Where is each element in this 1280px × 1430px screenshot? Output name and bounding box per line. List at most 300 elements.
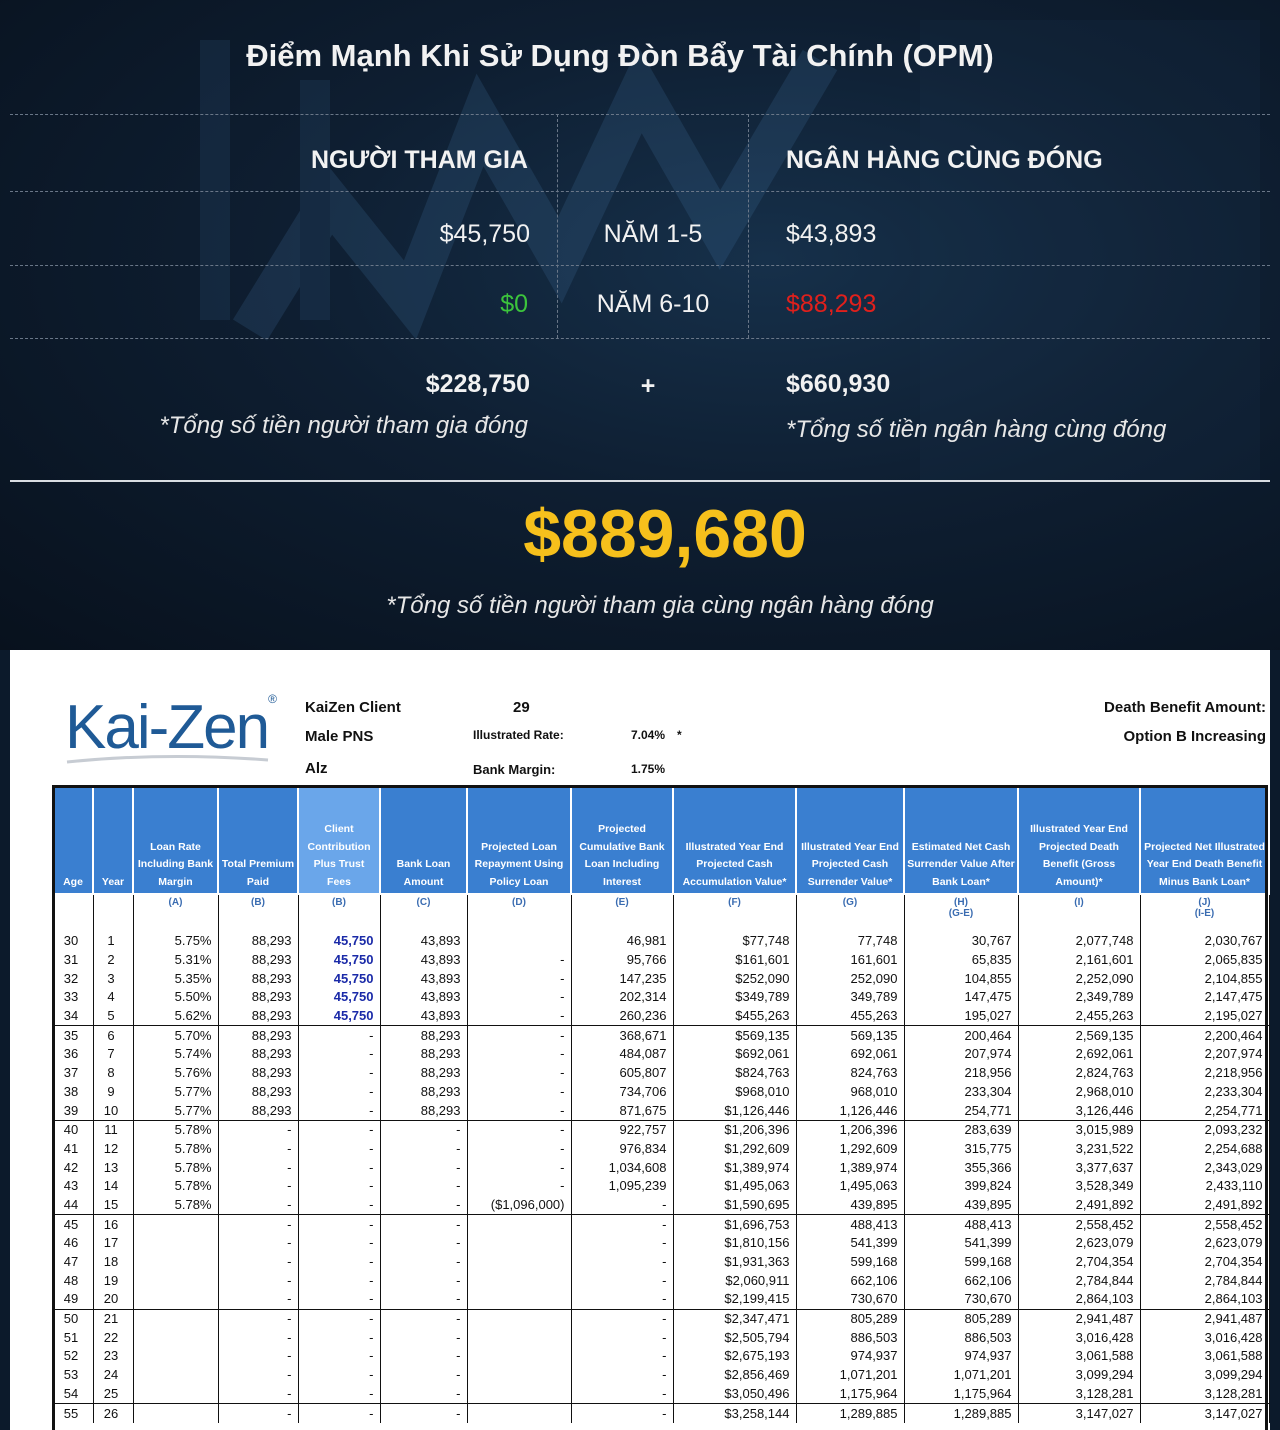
table-cell: 2,030,767 [1140, 932, 1269, 951]
table-cell [467, 932, 571, 951]
table-cell [133, 1347, 218, 1366]
divider [10, 338, 1270, 339]
table-cell: 77,748 [796, 932, 904, 951]
table-cell: 355,366 [904, 1158, 1018, 1177]
table-cell: 43,893 [380, 969, 467, 988]
table-cell [467, 1328, 571, 1347]
table-cell: 5.77% [133, 1083, 218, 1102]
table-cell: 2,968,010 [1018, 1083, 1140, 1102]
table-cell: $2,347,471 [673, 1309, 796, 1328]
table-cell: 88,293 [380, 1045, 467, 1064]
table-cell: 195,027 [904, 1007, 1018, 1026]
table-cell: $3,050,496 [673, 1385, 796, 1404]
table-cell: 730,670 [904, 1290, 1018, 1309]
table-cell: - [218, 1328, 298, 1347]
table-cell: 922,757 [571, 1120, 673, 1139]
table-cell: 21 [93, 1309, 133, 1328]
table-cell: 95,766 [571, 951, 673, 970]
plus-sign: + [640, 372, 656, 400]
table-cell: - [298, 1253, 380, 1272]
table-cell: $692,061 [673, 1045, 796, 1064]
table-cell [467, 1253, 571, 1272]
table-cell [467, 1234, 571, 1253]
table-cell: 161,601 [796, 951, 904, 970]
table-cell: 88,293 [218, 969, 298, 988]
table-cell: 7 [93, 1045, 133, 1064]
table-cell: - [380, 1234, 467, 1253]
table-cell: - [298, 1158, 380, 1177]
illustrated-rate-footnote-mark: * [677, 728, 682, 742]
table-cell: 2,233,304 [1140, 1083, 1269, 1102]
table-cell: 439,895 [904, 1196, 1018, 1215]
bank-margin-value: 1.75% [631, 762, 666, 776]
table-cell: 2,195,027 [1140, 1007, 1269, 1026]
table-cell: 47 [53, 1253, 93, 1272]
table-cell [133, 1215, 218, 1234]
table-cell [133, 1366, 218, 1385]
table-cell: 1,034,608 [571, 1158, 673, 1177]
table-cell: 599,168 [796, 1253, 904, 1272]
table-cell: - [467, 1083, 571, 1102]
table-cell: 734,706 [571, 1083, 673, 1102]
participant-years-1-5: $45,750 [439, 220, 530, 248]
table-cell: $252,090 [673, 969, 796, 988]
table-cell: - [218, 1404, 298, 1423]
client-age: 29 [513, 699, 530, 716]
participant-total-note: *Tổng số tiền người tham gia đóng [159, 412, 528, 439]
column-header: Projected Net Illustrated Year End Death Benefit Minus Bank Loan* [1140, 786, 1269, 894]
table-cell: 2,623,079 [1018, 1234, 1140, 1253]
table-cell: 2,349,789 [1018, 988, 1140, 1007]
divider [10, 265, 1270, 266]
table-cell: - [218, 1158, 298, 1177]
table-cell: 1,389,974 [796, 1158, 904, 1177]
table-cell: - [298, 1026, 380, 1045]
client-label: KaiZen Client [305, 699, 401, 716]
table-cell: 605,807 [571, 1064, 673, 1083]
column-letter: (G) [796, 894, 904, 932]
table-cell: $569,135 [673, 1026, 796, 1045]
table-cell: - [298, 1309, 380, 1328]
table-cell: - [298, 1385, 380, 1404]
table-row [53, 1026, 1269, 1045]
table-cell: - [571, 1385, 673, 1404]
grand-total-note: *Tổng số tiền người tham gia cùng ngân hàng đóng [386, 592, 934, 619]
table-cell: 2,455,263 [1018, 1007, 1140, 1026]
table-cell: 1,289,885 [796, 1404, 904, 1423]
table-cell: - [380, 1140, 467, 1159]
table-cell: 3,015,989 [1018, 1120, 1140, 1139]
table-cell [467, 1385, 571, 1404]
table-cell: 4 [93, 988, 133, 1007]
table-row [53, 1140, 1269, 1159]
table-row [53, 1120, 1269, 1139]
table-cell: 8 [93, 1064, 133, 1083]
table-cell: - [218, 1140, 298, 1159]
table-cell [133, 1290, 218, 1309]
table-cell: - [380, 1196, 467, 1215]
table-cell: - [298, 1045, 380, 1064]
table-cell: 38 [53, 1083, 93, 1102]
table-cell: - [467, 1177, 571, 1196]
column-header: Bank Loan Amount [380, 786, 467, 894]
column-letter: (B) [298, 894, 380, 932]
table-cell: $1,389,974 [673, 1158, 796, 1177]
table-cell: 1,071,201 [796, 1366, 904, 1385]
death-benefit-option: Option B Increasing [1123, 728, 1266, 745]
table-cell: 88,293 [380, 1083, 467, 1102]
table-cell: 2,254,688 [1140, 1140, 1269, 1159]
illustrated-rate-label: Illustrated Rate: [473, 728, 564, 742]
table-cell: 730,670 [796, 1290, 904, 1309]
table-cell: 5.62% [133, 1007, 218, 1026]
column-header: Projected Loan Repayment Using Policy Loan [467, 786, 571, 894]
table-cell: 39 [53, 1101, 93, 1120]
column-letter: (A) [133, 894, 218, 932]
column-header: Illustrated Year End Projected Cash Accumulation Value* [673, 786, 796, 894]
table-row [53, 1290, 1269, 1309]
table-cell: 599,168 [904, 1253, 1018, 1272]
participant-column-header: NGƯỜI THAM GIA [310, 146, 528, 174]
table-cell: 37 [53, 1064, 93, 1083]
table-cell: 45,750 [298, 1007, 380, 1026]
table-cell: $968,010 [673, 1083, 796, 1102]
table-cell: 207,974 [904, 1045, 1018, 1064]
table-cell [467, 1366, 571, 1385]
table-cell: - [467, 1140, 571, 1159]
table-cell: - [218, 1120, 298, 1139]
table-cell: 3,099,294 [1018, 1366, 1140, 1385]
table-cell: - [380, 1366, 467, 1385]
table-cell [467, 1271, 571, 1290]
table-cell: 2,093,232 [1140, 1120, 1269, 1139]
table-cell: 30,767 [904, 932, 1018, 951]
table-cell: 25 [93, 1385, 133, 1404]
table-cell: 52 [53, 1347, 93, 1366]
table-cell: 2,491,892 [1140, 1196, 1269, 1215]
table-cell: 147,475 [904, 988, 1018, 1007]
table-cell: - [380, 1309, 467, 1328]
table-cell: $1,292,609 [673, 1140, 796, 1159]
table-cell: - [380, 1158, 467, 1177]
table-cell: 2,824,763 [1018, 1064, 1140, 1083]
table-cell: 2,147,475 [1140, 988, 1269, 1007]
table-cell: 871,675 [571, 1101, 673, 1120]
table-cell: 886,503 [904, 1328, 1018, 1347]
table-cell: - [571, 1309, 673, 1328]
table-cell: 43 [53, 1177, 93, 1196]
table-cell: 24 [93, 1366, 133, 1385]
divider [10, 114, 1270, 115]
table-cell: - [218, 1290, 298, 1309]
table-cell: 5.31% [133, 951, 218, 970]
table-cell: - [298, 1404, 380, 1423]
table-cell: 2,864,103 [1140, 1290, 1269, 1309]
table-cell [133, 1234, 218, 1253]
table-cell: 2,491,892 [1018, 1196, 1140, 1215]
table-cell: - [218, 1196, 298, 1215]
table-cell: 5.50% [133, 988, 218, 1007]
table-cell: 488,413 [904, 1215, 1018, 1234]
table-cell: 3,147,027 [1140, 1404, 1269, 1423]
table-cell: 46 [53, 1234, 93, 1253]
table-cell: 1,495,063 [796, 1177, 904, 1196]
table-cell [133, 1328, 218, 1347]
table-cell: - [467, 1064, 571, 1083]
table-cell: 45,750 [298, 988, 380, 1007]
table-cell: 5.35% [133, 969, 218, 988]
column-letter: (I) [1018, 894, 1140, 932]
table-cell: 662,106 [796, 1271, 904, 1290]
table-cell: 2,254,771 [1140, 1101, 1269, 1120]
table-cell: 2,252,090 [1018, 969, 1140, 988]
table-cell: 3,099,294 [1140, 1366, 1269, 1385]
table-row [53, 1007, 1269, 1026]
column-letter [93, 894, 133, 932]
table-cell: - [467, 1026, 571, 1045]
column-letter: (B) [218, 894, 298, 932]
table-cell: 48 [53, 1271, 93, 1290]
table-cell: 2,784,844 [1018, 1271, 1140, 1290]
table-cell: - [467, 1045, 571, 1064]
table-cell: - [218, 1309, 298, 1328]
table-cell: 17 [93, 1234, 133, 1253]
table-row [53, 932, 1269, 951]
table-cell: 44 [53, 1196, 93, 1215]
table-cell: 1,292,609 [796, 1140, 904, 1159]
table-cell: 3,147,027 [1018, 1404, 1140, 1423]
table-cell: - [298, 1366, 380, 1385]
participant-years-6-10: $0 [500, 290, 528, 318]
table-cell: 23 [93, 1347, 133, 1366]
table-cell: $1,206,396 [673, 1120, 796, 1139]
grand-total: $889,680 [523, 496, 807, 572]
table-cell: 51 [53, 1328, 93, 1347]
table-cell: 3,377,637 [1018, 1158, 1140, 1177]
table-cell: 88,293 [218, 1007, 298, 1026]
table-cell: 34 [53, 1007, 93, 1026]
table-cell: 13 [93, 1158, 133, 1177]
table-row [53, 1347, 1269, 1366]
table-row [53, 1101, 1269, 1120]
table-cell: 2 [93, 951, 133, 970]
divider [748, 114, 749, 338]
table-cell: - [218, 1271, 298, 1290]
table-cell: 5.74% [133, 1045, 218, 1064]
table-cell: 10 [93, 1101, 133, 1120]
table-cell: 45,750 [298, 951, 380, 970]
table-cell: 46,981 [571, 932, 673, 951]
table-cell: 233,304 [904, 1083, 1018, 1102]
table-cell: 368,671 [571, 1026, 673, 1045]
table-row [53, 1064, 1269, 1083]
table-cell: $2,856,469 [673, 1366, 796, 1385]
table-cell: $455,263 [673, 1007, 796, 1026]
table-cell: - [298, 1328, 380, 1347]
table-cell: 5.78% [133, 1158, 218, 1177]
table-cell: - [467, 1101, 571, 1120]
table-cell: 2,704,354 [1140, 1253, 1269, 1272]
table-cell: 45,750 [298, 932, 380, 951]
table-cell: 1,175,964 [904, 1385, 1018, 1404]
table-cell: 692,061 [796, 1045, 904, 1064]
table-cell: 5.78% [133, 1120, 218, 1139]
table-cell: 45 [53, 1215, 93, 1234]
column-letter: (D) [467, 894, 571, 932]
table-cell: 53 [53, 1366, 93, 1385]
table-cell: 49 [53, 1290, 93, 1309]
table-row [53, 1253, 1269, 1272]
column-header: Illustrated Year End Projected Cash Surrender Value* [796, 786, 904, 894]
table-cell: 50 [53, 1309, 93, 1328]
table-cell: - [298, 1101, 380, 1120]
table-cell: 88,293 [218, 1064, 298, 1083]
table-cell: 541,399 [904, 1234, 1018, 1253]
table-cell: 283,639 [904, 1120, 1018, 1139]
table-cell: 3 [93, 969, 133, 988]
table-cell: 41 [53, 1140, 93, 1159]
table-cell: 2,065,835 [1140, 951, 1269, 970]
column-letter [53, 894, 93, 932]
illustrated-rate-value: 7.04% [631, 728, 666, 742]
table-cell: - [571, 1196, 673, 1215]
table-cell: - [218, 1253, 298, 1272]
table-cell: - [571, 1253, 673, 1272]
column-header: Illustrated Year End Projected Death Benefit (Gross Amount)* [1018, 786, 1140, 894]
table-row [53, 1177, 1269, 1196]
table-cell: 30 [53, 932, 93, 951]
table-cell: - [380, 1253, 467, 1272]
table-cell: 88,293 [218, 932, 298, 951]
table-cell: 88,293 [380, 1064, 467, 1083]
table-cell: 3,016,428 [1140, 1328, 1269, 1347]
table-cell: $2,675,193 [673, 1347, 796, 1366]
table-cell: 218,956 [904, 1064, 1018, 1083]
table-cell: - [380, 1404, 467, 1423]
table-cell: 2,343,029 [1140, 1158, 1269, 1177]
table-cell: 88,293 [218, 1045, 298, 1064]
table-cell: 488,413 [796, 1215, 904, 1234]
table-cell [133, 1253, 218, 1272]
table-cell: 9 [93, 1083, 133, 1102]
illustration-table [52, 785, 1270, 1423]
table-cell: 2,433,110 [1140, 1177, 1269, 1196]
table-cell: 88,293 [218, 1083, 298, 1102]
table-cell: $2,060,911 [673, 1271, 796, 1290]
table-cell: - [218, 1385, 298, 1404]
table-cell: - [467, 1158, 571, 1177]
table-cell: 55 [53, 1404, 93, 1423]
table-cell: 202,314 [571, 988, 673, 1007]
table-cell: 3,061,588 [1018, 1347, 1140, 1366]
table-cell: 54 [53, 1385, 93, 1404]
table-cell: - [218, 1215, 298, 1234]
table-cell: - [298, 1271, 380, 1290]
bank-column-header: NGÂN HÀNG CÙNG ĐÓNG [786, 146, 1103, 174]
table-row [53, 1385, 1269, 1404]
table-cell: $349,789 [673, 988, 796, 1007]
table-cell: 3,128,281 [1018, 1385, 1140, 1404]
table-cell: 439,895 [796, 1196, 904, 1215]
participant-total: $228,750 [425, 370, 530, 398]
table-cell: 36 [53, 1045, 93, 1064]
kaizen-illustration-sheet [10, 650, 1270, 1430]
table-cell: 22 [93, 1328, 133, 1347]
period-years-1-5: NĂM 1-5 [603, 220, 703, 248]
table-cell: 3,016,428 [1018, 1328, 1140, 1347]
table-cell: 1,175,964 [796, 1385, 904, 1404]
table-row [53, 1215, 1269, 1234]
table-cell: - [571, 1271, 673, 1290]
column-header: Year [93, 786, 133, 894]
column-header: Projected Cumulative Bank Loan Including Interest [571, 786, 673, 894]
table-cell: - [571, 1215, 673, 1234]
table-cell: - [380, 1177, 467, 1196]
table-cell [133, 1385, 218, 1404]
table-cell: 43,893 [380, 988, 467, 1007]
kaizen-logo: Kai-Zen® [65, 692, 275, 762]
table-cell: - [218, 1234, 298, 1253]
table-cell: $161,601 [673, 951, 796, 970]
table-cell: $824,763 [673, 1064, 796, 1083]
table-cell: - [571, 1404, 673, 1423]
table-cell: - [571, 1366, 673, 1385]
table-cell: 805,289 [796, 1309, 904, 1328]
table-cell [467, 1404, 571, 1423]
table-cell: 2,941,487 [1140, 1309, 1269, 1328]
table-cell: 260,236 [571, 1007, 673, 1026]
table-cell: ($1,096,000) [467, 1196, 571, 1215]
table-cell: 2,161,601 [1018, 951, 1140, 970]
bank-total-note: *Tổng số tiền ngân hàng cùng đóng [786, 416, 1167, 443]
table-cell: 2,218,956 [1140, 1064, 1269, 1083]
table-cell: 2,704,354 [1018, 1253, 1140, 1272]
table-cell: 1,095,239 [571, 1177, 673, 1196]
table-row [53, 1083, 1269, 1102]
table-cell: - [218, 1177, 298, 1196]
table-row [53, 1234, 1269, 1253]
table-cell: $1,495,063 [673, 1177, 796, 1196]
table-cell [467, 1309, 571, 1328]
table-cell: 1,071,201 [904, 1366, 1018, 1385]
table-cell: 3,126,446 [1018, 1101, 1140, 1120]
table-cell [467, 1215, 571, 1234]
table-cell: 18 [93, 1253, 133, 1272]
table-cell: 45,750 [298, 969, 380, 988]
table-cell: 3,528,349 [1018, 1177, 1140, 1196]
table-cell: 976,834 [571, 1140, 673, 1159]
table-cell: - [298, 1177, 380, 1196]
table-cell: - [571, 1328, 673, 1347]
period-years-6-10: NĂM 6-10 [596, 290, 710, 318]
table-cell: 2,784,844 [1140, 1271, 1269, 1290]
opm-banner [0, 0, 1280, 650]
column-letter: (C) [380, 894, 467, 932]
table-cell: 43,893 [380, 1007, 467, 1026]
table-cell: 662,106 [904, 1271, 1018, 1290]
table-cell: - [571, 1347, 673, 1366]
table-cell: 104,855 [904, 969, 1018, 988]
table-cell: 569,135 [796, 1026, 904, 1045]
table-cell: 974,937 [904, 1347, 1018, 1366]
table-cell [133, 1404, 218, 1423]
table-cell: 88,293 [218, 988, 298, 1007]
table-cell: $1,696,753 [673, 1215, 796, 1234]
table-cell: - [298, 1234, 380, 1253]
table-row [53, 1271, 1269, 1290]
table-cell: 3,231,522 [1018, 1140, 1140, 1159]
table-cell [467, 1290, 571, 1309]
